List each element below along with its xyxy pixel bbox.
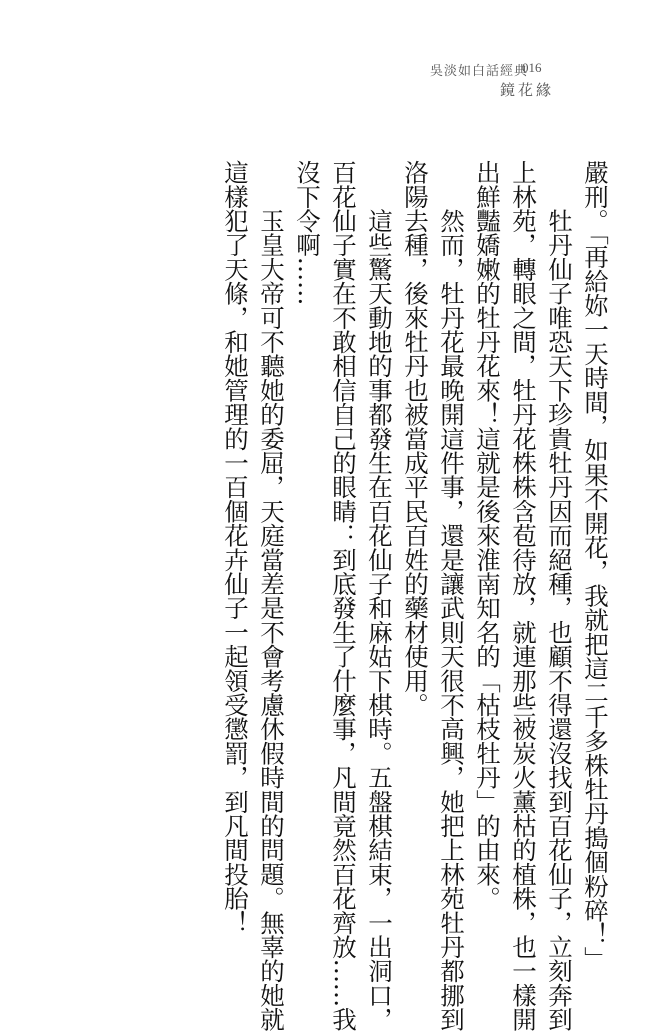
running-header-series: 吳淡如白話經典 — [430, 64, 529, 79]
running-header-title: 鏡花緣 — [500, 81, 555, 99]
text-line: 這樣犯了天條，和她管理的一百個花卉仙子一起領受懲罰，到凡間投胎！ — [221, 160, 250, 935]
text-line: 這些驚天動地的事都發生在百花仙子和麻姑下棋時。五盤棋結束，一出洞口， — [365, 160, 394, 1031]
vertical-body-text — [217, 160, 613, 1031]
text-line: 嚴刑。「再給妳一天時間，如果不開花，我就把這二千多株牡丹搗個粉碎！」 — [581, 160, 610, 971]
text-line: 出鮮豔嬌嫩的牡丹花來！這就是後來淮南知名的「枯枝牡丹」的由來。 — [473, 160, 502, 911]
text-line: 然而，牡丹花最晚開這件事，還是讓武則天很不高興，她把上林苑牡丹都挪到 — [437, 160, 466, 1031]
text-line: 百花仙子實在不敢相信自己的眼睛：到底發生了什麼事，凡間竟然百花齊放……我 — [329, 160, 358, 1031]
text-line: 沒下令啊…… — [293, 160, 322, 306]
text-line: 上林苑，轉眼之間，牡丹花株株含苞待放，就連那些被炭火薰枯的植株，也一樣開 — [509, 160, 538, 1031]
text-line: 玉皇大帝可不聽她的委屈，天庭當差是不會考慮休假時間的問題。無辜的她就 — [257, 160, 286, 1031]
text-line: 牡丹仙子唯恐天下珍貴牡丹因而絕種，也顧不得還沒找到百花仙子，立刻奔到 — [545, 160, 574, 1031]
text-line: 洛陽去種，後來牡丹也被當成平民百姓的藥材使用。 — [401, 160, 430, 717]
page-number: 016 — [522, 60, 542, 75]
